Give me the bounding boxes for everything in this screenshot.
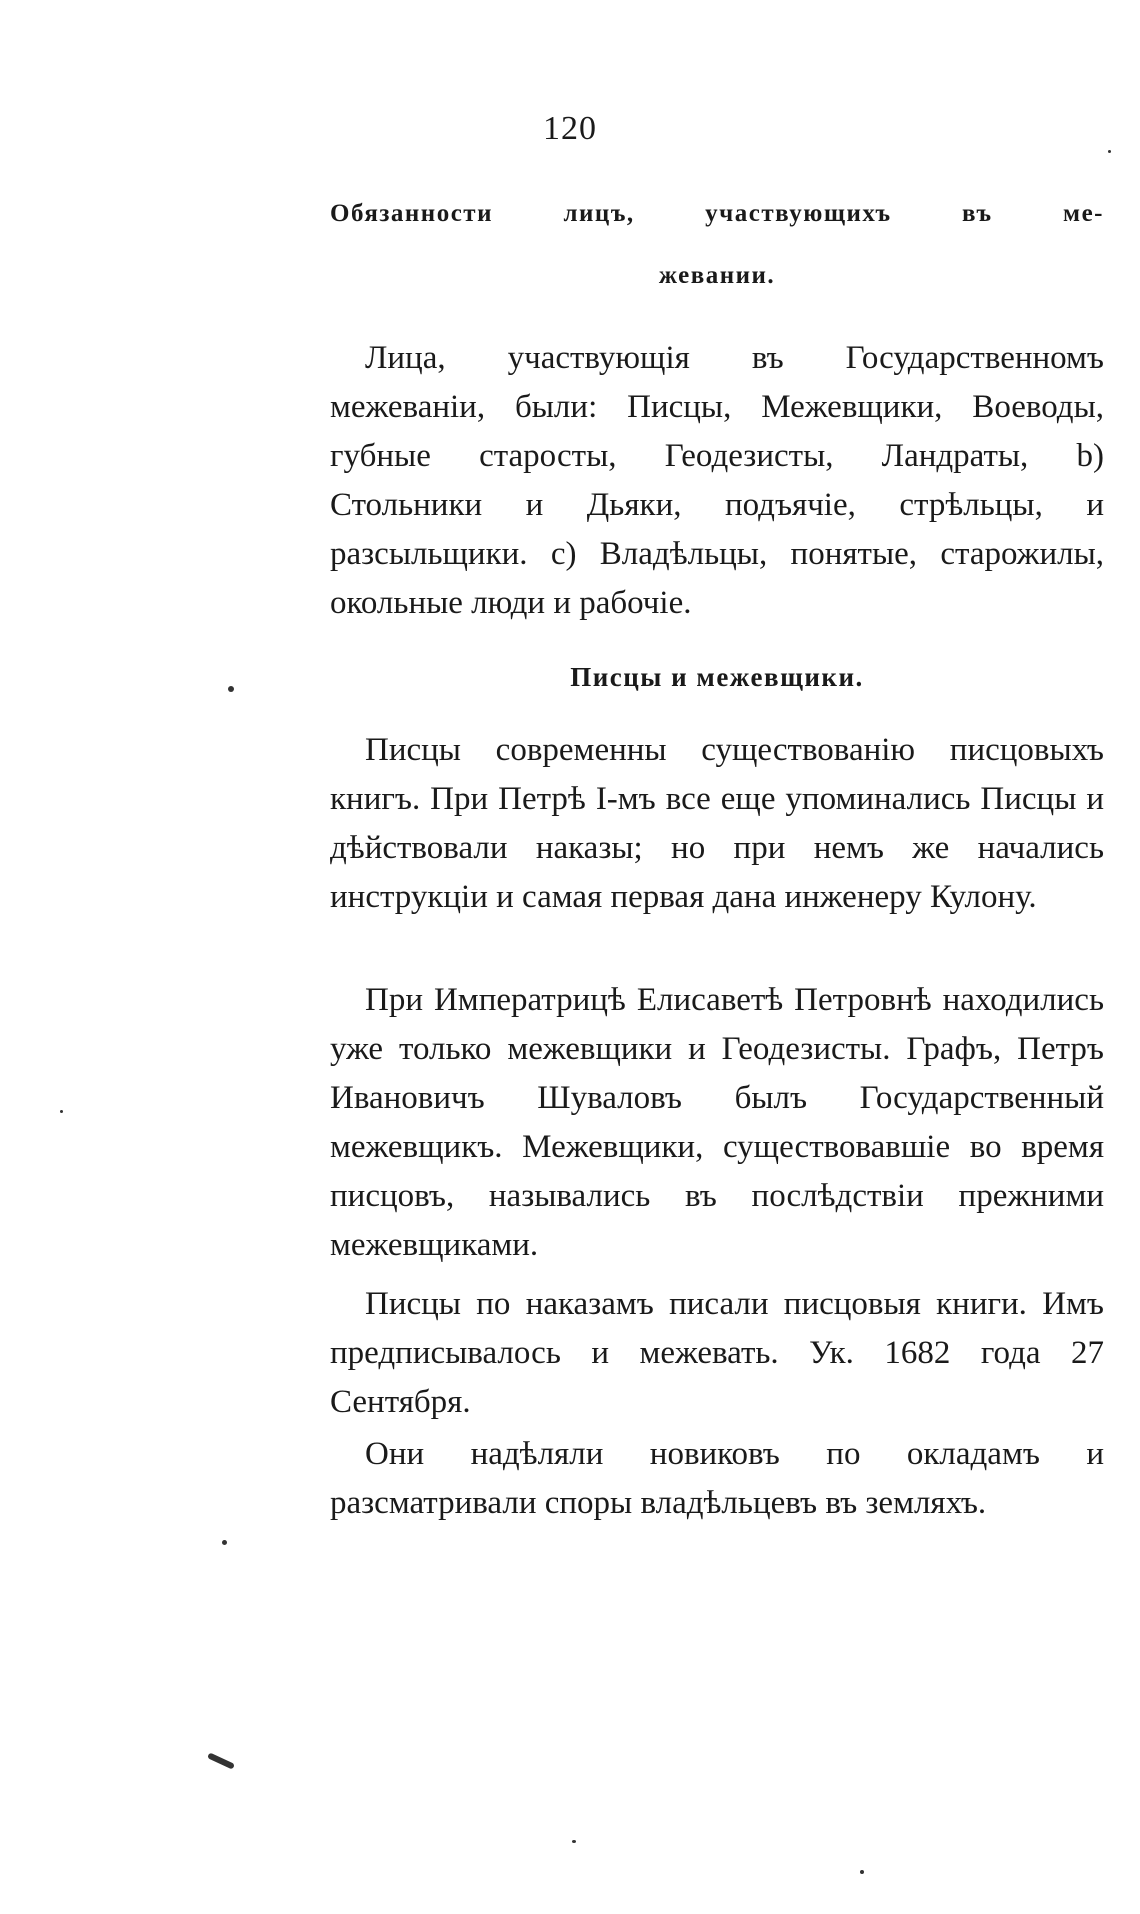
scan-speck [572,1840,576,1843]
page-number: 120 [543,110,597,147]
paragraph-allotment [330,1430,1104,1528]
section-heading-line2: жевании. [658,262,776,289]
scan-speck [207,1752,235,1769]
scan-speck [60,1110,63,1113]
section-heading-line1: Обязанности лицъ, участвующихъ въ ме- [330,200,1104,227]
scan-speck [222,1540,227,1545]
paragraph-text: Писцы по наказамъ писали писцовыя книги. Имъ предписывалось и межевать. Ук. 1682 года 27 Сентября. [330,1286,1104,1420]
scan-speck [860,1870,864,1874]
paragraph-text: Писцы современны существованію писцовыхъ книгъ. При Петрѣ I-мъ все еще упоминались Писцы и дѣйствовали наказы; но при немъ же начались инструкціи и самая первая дана инженеру Кулону. [330,732,1104,915]
scan-speck [1108,150,1111,153]
paragraph-text: Лица, участвующія въ Государственномъ межеваніи, были: Писцы, Межевщики, Воеводы, губные старосты, Геодезисты, Ландраты, b) Стольники и Дьяки, подъячіе, стрѣльцы, и разсыльщики. c) Владѣльцы, понятые, старожилы, окольные люди и рабочіе. [330,340,1104,621]
paragraph-text: При Императрицѣ Елисаветѣ Петровнѣ находились уже только межевщики и Геодезисты. Графъ, Петръ Ивановичъ Шуваловъ былъ Государственный межевщикъ. Межевщики, существовавшіе во время писцовъ, назывались въ послѣдствіи прежними межевщиками. [330,982,1104,1263]
scan-speck [228,686,234,692]
subheading-scribes: Писцы и межевщики. [570,662,864,692]
paragraph-orders [330,1280,1104,1427]
section-heading [330,200,1104,228]
paragraph-scribes [330,726,1104,922]
paragraph-participants [330,334,1104,628]
paragraph-empress [330,976,1104,1270]
paragraph-text: Они надѣляли новиковъ по окладамъ и разсматривали споры владѣльцевъ въ земляхъ. [330,1436,1104,1521]
